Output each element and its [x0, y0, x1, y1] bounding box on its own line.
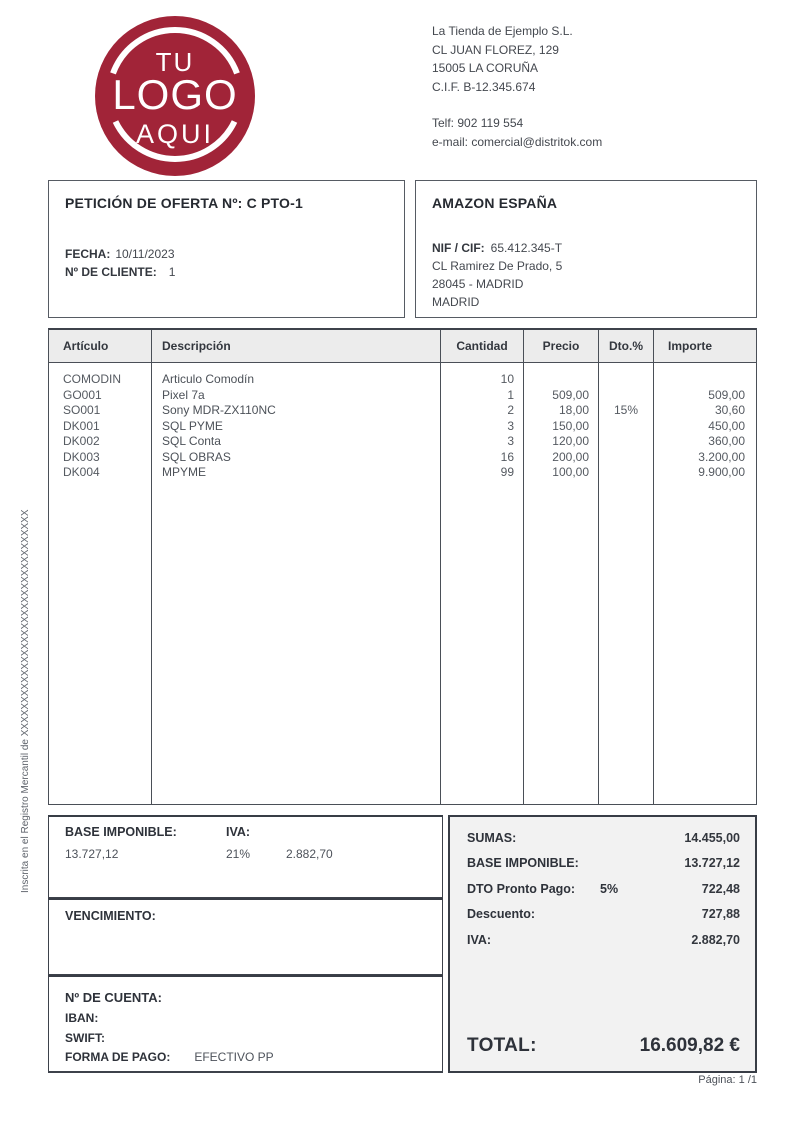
- item-description: SQL PYME: [162, 418, 223, 433]
- dto-pronto-pago-rate: 5%: [600, 881, 619, 896]
- swift-label: SWIFT:: [65, 1030, 105, 1045]
- column-dto: [599, 363, 654, 804]
- item-discount: [599, 372, 653, 388]
- item-price: 200,00: [552, 449, 589, 464]
- item-description: Sony MDR-ZX110NC: [162, 403, 276, 417]
- dto-pronto-pago-value: 722,48: [701, 881, 740, 896]
- header-importe: Importe: [668, 339, 713, 353]
- customer-nif-line: [432, 239, 756, 257]
- svg-text:LOGO: LOGO: [112, 71, 238, 118]
- item-amount: 509,00: [708, 387, 745, 402]
- total-value: 16.609,82 €: [639, 1035, 740, 1056]
- item-discount: [599, 450, 653, 466]
- offer-date-value: 10/11/2023: [115, 247, 175, 261]
- item-discount: [599, 434, 653, 450]
- registry-note: Inscrita en el Registro Mercantil de XXXXXXXXXXXXXXXXXXXXXXXXXXXXXXXXXX: [20, 509, 31, 893]
- base-imponible-value: 13.727,12: [65, 847, 119, 861]
- company-info-block: [432, 22, 602, 151]
- column-precio: [524, 363, 599, 804]
- item-description: Articulo Comodín: [162, 372, 255, 386]
- company-phone: Telf: 902 119 554: [432, 116, 524, 130]
- total-label: TOTAL:: [467, 1035, 537, 1056]
- item-code: GO001: [63, 387, 102, 402]
- customer-nif-value: 65.412.345-T: [490, 241, 563, 255]
- item-price: 150,00: [552, 418, 589, 433]
- sumas-label: SUMAS:: [467, 830, 517, 845]
- account-number-label: Nº DE CUENTA:: [65, 990, 162, 1005]
- customer-name: AMAZON ESPAÑA: [432, 195, 558, 211]
- svg-text:TU: TU: [155, 47, 195, 77]
- item-code: DK002: [63, 434, 100, 448]
- iva-rate: 21%: [226, 847, 251, 861]
- item-discount: [599, 465, 653, 481]
- offer-header-box: [48, 180, 405, 318]
- payment-method-value: EFECTIVO PP: [194, 1050, 274, 1064]
- item-description: Pixel 7a: [162, 387, 205, 402]
- item-quantity: 99: [500, 465, 514, 479]
- summary-iva-label: IVA:: [467, 932, 492, 947]
- column-cantidad: [441, 363, 524, 804]
- items-table-header: [49, 330, 756, 363]
- item-code: COMODIN: [63, 372, 121, 386]
- vencimiento-label: VENCIMIENTO:: [65, 909, 156, 923]
- descuento-label: Descuento:: [467, 907, 536, 922]
- item-discount: 15%: [613, 403, 639, 417]
- client-number-value: 1: [168, 265, 176, 279]
- customer-box: [415, 180, 757, 318]
- item-code: DK001: [63, 418, 100, 433]
- company-address: CL JUAN FLOREZ, 129: [432, 42, 559, 57]
- base-imponible-label: BASE IMPONIBLE:: [65, 825, 177, 839]
- item-amount: [654, 372, 756, 388]
- item-price: 120,00: [552, 434, 589, 448]
- summary-row-iva: [450, 927, 755, 953]
- client-number-label: Nº DE CLIENTE:: [65, 265, 157, 279]
- customer-postal-city: 28045 - MADRID: [432, 277, 524, 291]
- customer-address: CL Ramirez De Prado, 5: [432, 259, 563, 273]
- descuento-value: 727,88: [701, 907, 740, 922]
- column-articulo: [49, 363, 152, 804]
- item-code: SO001: [63, 403, 101, 417]
- item-amount: 360,00: [708, 434, 745, 448]
- sumas-value: 14.455,00: [684, 830, 740, 845]
- items-table-body: [49, 363, 756, 804]
- summary-row-base: [450, 851, 755, 877]
- header-dto: Dto.%: [599, 330, 654, 362]
- item-price: 100,00: [552, 465, 589, 479]
- item-quantity: 16: [500, 449, 514, 464]
- totals-summary-box: [448, 815, 757, 1073]
- header-descripcion: Descripción: [152, 330, 441, 362]
- company-logo: [95, 16, 255, 176]
- offer-date-label: FECHA:: [65, 247, 111, 261]
- dto-pronto-pago-label: DTO Pronto Pago:: [467, 881, 576, 896]
- item-quantity: 1: [507, 387, 514, 402]
- iva-label: IVA:: [226, 825, 251, 839]
- header-cantidad: Cantidad: [441, 330, 524, 362]
- item-description: SQL OBRAS: [162, 449, 231, 464]
- customer-nif-label: NIF / CIF:: [432, 241, 485, 255]
- item-price: 18,00: [558, 403, 589, 417]
- item-code: DK004: [63, 465, 100, 479]
- item-quantity: 3: [507, 434, 514, 448]
- account-box: [48, 975, 443, 1073]
- header-articulo: Artículo: [49, 330, 152, 362]
- offer-client-line: [65, 263, 404, 281]
- item-price: 509,00: [552, 387, 589, 402]
- item-quantity: 10: [500, 372, 514, 386]
- iva-amount: 2.882,70: [286, 847, 333, 861]
- item-description: MPYME: [162, 465, 207, 479]
- iban-label: IBAN:: [65, 1011, 99, 1025]
- offer-date-line: [65, 245, 404, 263]
- company-cif: C.I.F. B-12.345.674: [432, 79, 536, 94]
- item-amount: 9.900,00: [698, 465, 745, 479]
- company-city: 15005 LA CORUÑA: [432, 61, 539, 75]
- due-date-box: [48, 898, 443, 975]
- summary-base-label: BASE IMPONIBLE:: [467, 856, 579, 871]
- total-row: [450, 1035, 755, 1057]
- summary-row-descuento: [450, 902, 755, 928]
- tax-base-box: [48, 815, 443, 898]
- item-amount: 3.200,00: [698, 449, 745, 464]
- item-quantity: 3: [507, 418, 514, 433]
- item-amount: 30,60: [714, 403, 745, 417]
- column-importe: [654, 363, 756, 804]
- company-email: e-mail: comercial@distritok.com: [432, 134, 603, 149]
- item-amount: 450,00: [708, 418, 745, 433]
- payment-method-label: FORMA DE PAGO:: [65, 1050, 171, 1064]
- payment-method-line: [65, 1048, 442, 1068]
- svg-text:AQUI: AQUI: [135, 119, 215, 149]
- summary-row-dto-pronto-pago: [450, 876, 755, 902]
- item-quantity: 2: [507, 403, 514, 417]
- offer-title: PETICIÓN DE OFERTA Nº: C PTO-1: [65, 195, 303, 211]
- column-descripcion: [152, 363, 441, 804]
- item-discount: [599, 419, 653, 435]
- summary-iva-value: 2.882,70: [691, 932, 740, 947]
- item-discount: [599, 388, 653, 404]
- header-precio: Precio: [524, 330, 599, 362]
- company-name: La Tienda de Ejemplo S.L.: [432, 24, 573, 38]
- summary-base-value: 13.727,12: [684, 856, 740, 871]
- customer-province: MADRID: [432, 295, 480, 309]
- summary-row-sumas: [450, 825, 755, 851]
- page-number: Página: 1 /1: [698, 1074, 757, 1086]
- item-code: DK003: [63, 449, 100, 464]
- items-table: [48, 328, 757, 805]
- item-price: [524, 372, 598, 388]
- item-description: SQL Conta: [162, 434, 221, 448]
- tu-logo-aqui-icon: [95, 16, 255, 176]
